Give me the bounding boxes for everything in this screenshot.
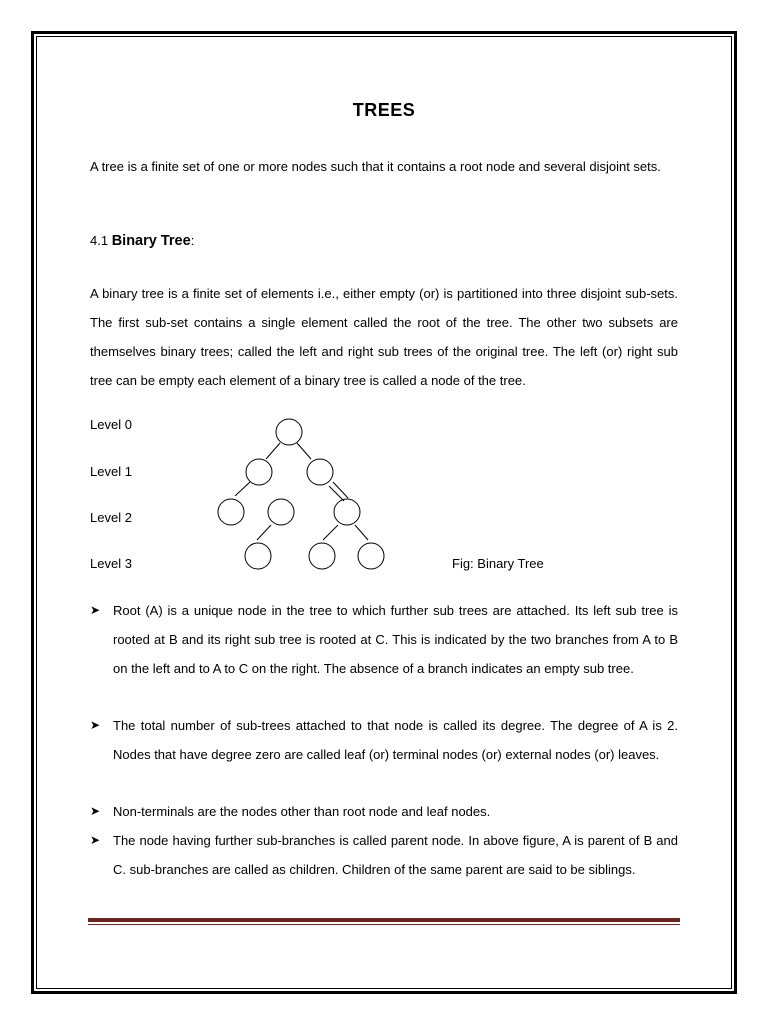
- intro-paragraph: A tree is a finite set of one or more nodes such that it contains a root node and several disjoint sets.: [90, 159, 661, 174]
- bullet-item: [90, 596, 678, 683]
- arrowhead-bullet-icon: ➤: [90, 718, 101, 732]
- tree-node-h: [309, 543, 335, 569]
- bullet-text: The node having further sub-branches is called parent node. In above figure, A is parent of B and C. sub-branches are called as children. Children of the same parent are said to be siblings.: [113, 833, 678, 877]
- edge-a-b: [266, 443, 280, 459]
- tree-node-e: [334, 499, 360, 525]
- tree-node-b: [246, 459, 272, 485]
- edge-a-c: [297, 443, 311, 459]
- page-title: TREES: [352, 100, 416, 120]
- tree-node-c: [307, 459, 333, 485]
- edge-c-e-double: [329, 486, 344, 501]
- bullet-text: The total number of sub-trees attached to that node is called its degree. The degree of A is 2. Nodes that have degree zero are called leaf (or) terminal nodes (or) external nodes (or) leaves.: [113, 718, 678, 762]
- edge-b-d: [235, 482, 250, 496]
- binary-tree-diagram: [200, 410, 400, 580]
- level-label-1: Level 1: [90, 464, 132, 479]
- section-heading: [90, 233, 194, 249]
- edge-c-e: [333, 482, 348, 498]
- section-number: 4.1: [90, 233, 109, 248]
- tree-node-g: [245, 543, 271, 569]
- edge-f-g: [257, 525, 271, 540]
- bullet-item: [90, 711, 678, 769]
- level-label-0: Level 0: [90, 417, 132, 432]
- figure-caption: Fig: Binary Tree: [452, 556, 544, 571]
- bullet-item: [90, 797, 678, 826]
- arrowhead-bullet-icon: ➤: [90, 804, 101, 818]
- definition-paragraph: A binary tree is a finite set of elements i.e., either empty (or) is partitioned into three disjoint sub-sets. The first sub-set contains a single element called the root of the tree. The other two subsets are themselves binary trees; called the left and right sub trees of the original tree. The left (or) right sub tree can be empty each element of a binary tree is called a node of the tree.: [90, 286, 678, 388]
- level-label-2: Level 2: [90, 510, 132, 525]
- bullet-text: Root (A) is a unique node in the tree to which further sub trees are attached. Its left sub tree is rooted at B and its right sub tree is rooted at C. This is indicated by the two branches from A to B on the left and to A to C on the right. The absence of a branch indicates an empty sub tree.: [113, 603, 678, 676]
- arrowhead-bullet-icon: ➤: [90, 603, 101, 617]
- level-label-3: Level 3: [90, 556, 132, 571]
- footer-rule-thin: [88, 924, 680, 925]
- bullet-item: [90, 826, 678, 884]
- section-suffix: :: [190, 233, 195, 248]
- tree-node-d: [218, 499, 244, 525]
- tree-node-i: [358, 543, 384, 569]
- section-name: Binary Tree: [111, 233, 191, 249]
- bullet-text: Non-terminals are the nodes other than root node and leaf nodes.: [113, 804, 491, 819]
- edge-e-i: [355, 525, 368, 540]
- tree-node-f: [268, 499, 294, 525]
- arrowhead-bullet-icon: ➤: [90, 833, 101, 847]
- footer-rule-thick: [88, 918, 680, 922]
- tree-node-a: [276, 419, 302, 445]
- edge-e-h: [323, 525, 338, 540]
